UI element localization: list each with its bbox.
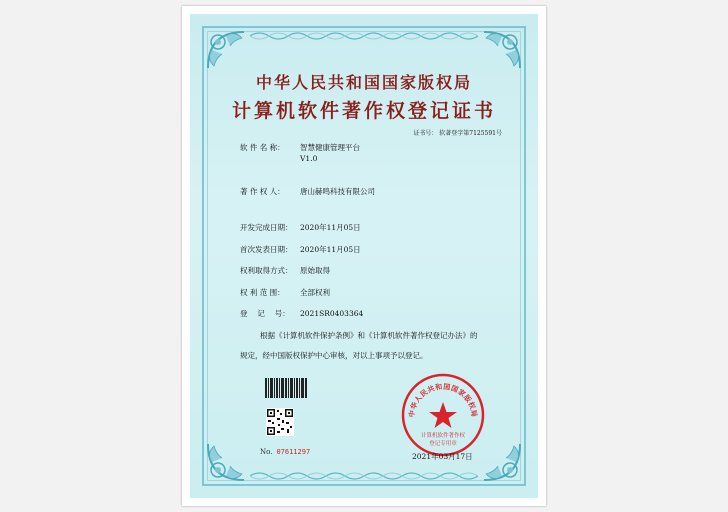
issue-date: 2021年03月17日 xyxy=(412,452,473,461)
scope-value: 全部权利 xyxy=(300,288,330,297)
owner-value: 唐山赫鸣科技有限公司 xyxy=(300,187,375,196)
software-name-row xyxy=(240,142,360,153)
serial-number: 07611297 xyxy=(276,448,311,456)
corner-ornament-top-left xyxy=(204,28,248,72)
acquire-row xyxy=(240,265,330,276)
corner-ornament-bottom-right xyxy=(480,440,524,484)
registration-row xyxy=(240,308,363,319)
owner-row xyxy=(240,186,375,197)
seal-ring-text: 中华人民共和国国家版权局 xyxy=(407,382,479,418)
software-name-label: 软 件 名 称： xyxy=(240,143,285,152)
acquire-value: 原始取得 xyxy=(300,266,330,275)
serial-label: No. xyxy=(260,448,273,456)
dev-date-row xyxy=(240,222,361,233)
statement-line-1: 根据《计算机软件保护条例》和《计算机软件著作权登记办法》的 xyxy=(260,331,478,340)
official-red-seal xyxy=(400,372,486,458)
software-version-value: V1.0 xyxy=(300,154,318,163)
pub-date-value: 2020年11月05日 xyxy=(300,245,361,254)
seal-center-line-1: 计算机软件著作权 xyxy=(420,433,466,439)
certificate-frame xyxy=(182,6,546,506)
owner-label: 著 作 权 人： xyxy=(240,187,285,196)
software-copyright-certificate xyxy=(190,14,538,498)
dev-date-value: 2020年11月05日 xyxy=(300,223,361,232)
registration-label: 登 记 号： xyxy=(240,309,290,318)
scope-row xyxy=(240,287,330,298)
dev-date-label: 开发完成日期： xyxy=(240,223,293,232)
barcode-image xyxy=(265,378,307,398)
pub-date-row xyxy=(240,244,361,255)
certificate-title: 计算机软件著作权登记证书 xyxy=(231,100,496,122)
acquire-label: 权利取得方式： xyxy=(240,266,293,275)
qr-code-image xyxy=(266,408,294,436)
corner-ornament-top-right xyxy=(480,28,524,72)
serial-number-row xyxy=(260,448,310,456)
scope-label: 权 利 范 围： xyxy=(240,288,285,297)
seal-center-line-2: 登记专用章 xyxy=(429,441,457,447)
corner-ornament-bottom-left xyxy=(204,440,248,484)
statement-line-2: 规定，经中国版权保护中心审核，对以上事项予以登记。 xyxy=(240,351,428,360)
top-ornament-band xyxy=(250,30,478,42)
issuing-authority-title: 中华人民共和国国家版权局 xyxy=(255,73,472,92)
bottom-ornament-band xyxy=(250,470,478,482)
pub-date-label: 首次发表日期： xyxy=(240,245,293,254)
certificate-number: 证书号： 软著登字第7125591号 xyxy=(413,130,502,137)
registration-statement xyxy=(240,326,510,366)
registration-number: 2021SR0403364 xyxy=(300,309,364,318)
software-name-value: 智慧健康管理平台 xyxy=(300,143,360,152)
